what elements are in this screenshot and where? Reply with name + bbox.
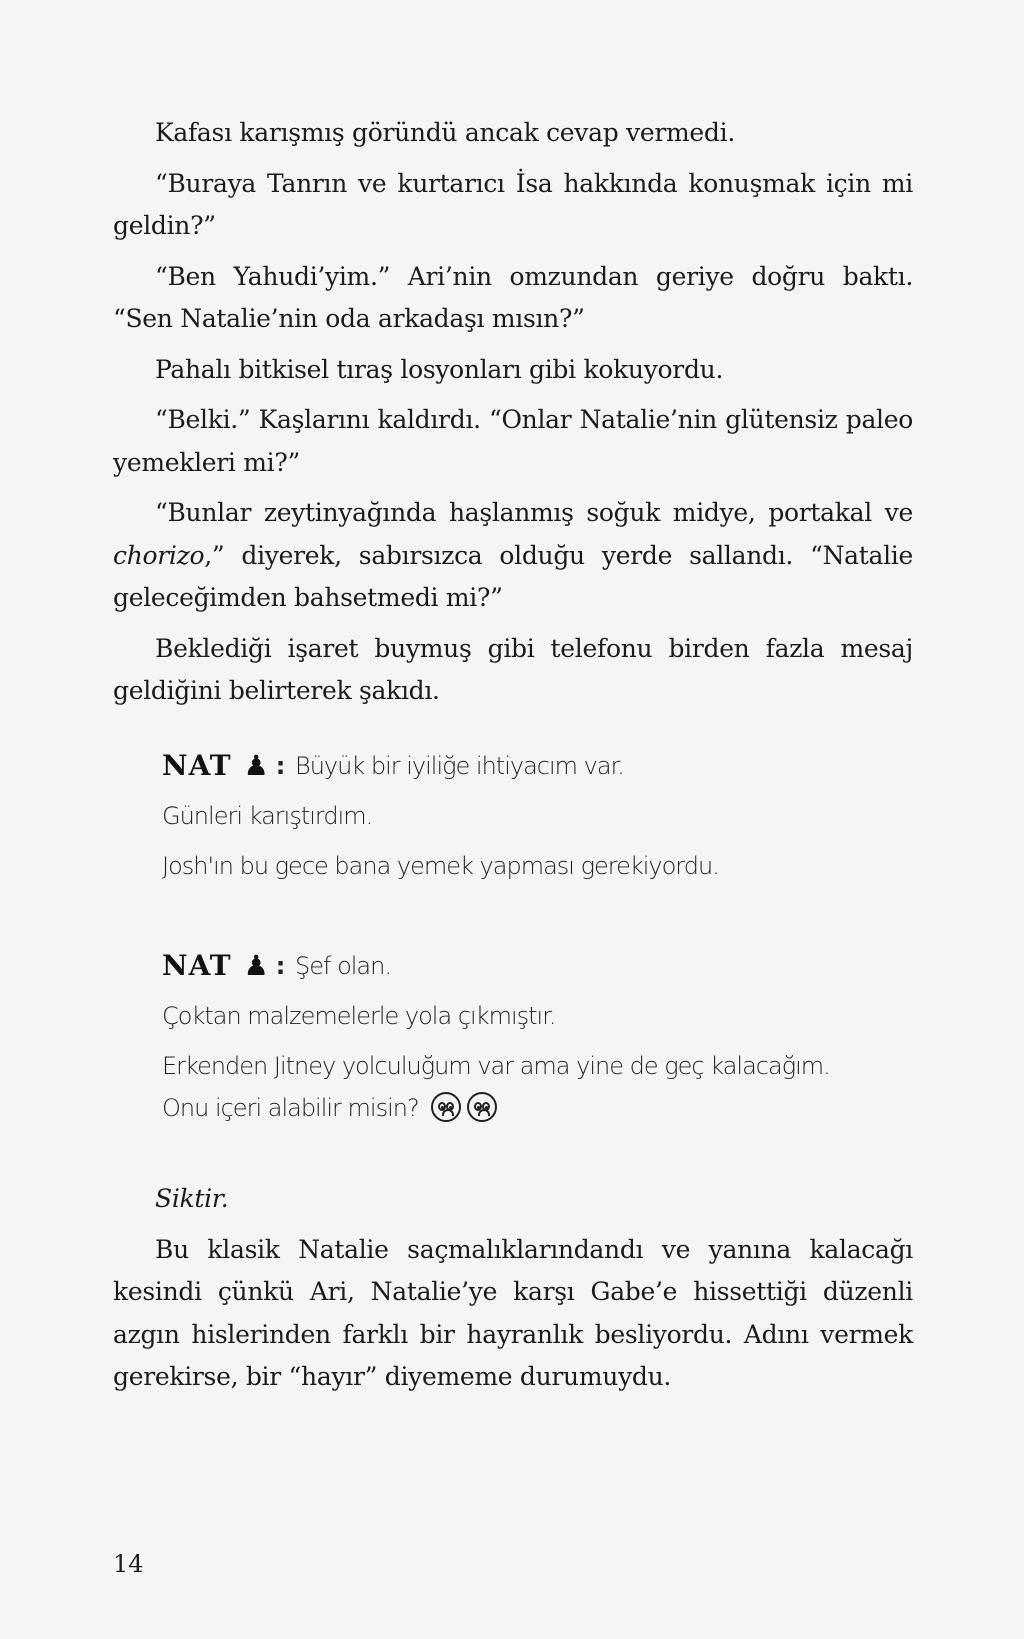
chess-pawn-icon: ♟ [243,749,268,782]
message-line: Şef olan. [294,952,391,980]
paragraph: “Ben Yahudi’yim.” Ari’nin omzundan geriye doğru baktı. “Sen Natalie’nin oda arkadaşı mısın?” [113,261,913,333]
message-line: Onu içeri alabilir misin? [162,1094,419,1122]
pleading-face-icon [467,1092,497,1122]
message-line: Çoktan malzemelerle yola çıkmıştır. [162,1002,556,1030]
message-line: Erkenden Jitney yolculuğum var ama yine de geç kalacağım. [162,1052,830,1080]
message-line-with-emojis [162,1087,922,1129]
text-message-2 [162,945,922,1137]
chess-pawn-icon: ♟ [243,949,268,982]
message-colon: : [275,952,285,980]
message-colon: : [275,752,285,780]
text-span: “Bunlar zeytinyağında haşlanmış soğuk midye, portakal ve [155,498,913,527]
message-line: Büyük bir iyiliğe ihtiyacım var. [294,752,624,780]
paragraph: “Belki.” Kaşlarını kaldırdı. “Onlar Natalie’nin glütensiz paleo yemekleri mi?” [113,405,913,477]
message-header [162,945,922,987]
paragraph: Beklediği işaret buymuş gibi telefonu birden fazla mesaj geldiğini belirterek şakıdı. [113,633,913,705]
exclamation [113,1178,913,1221]
paragraph: Pahalı bitkisel tıraş losyonları gibi kokuyordu. [155,354,724,384]
paragraph: Kafası karışmış göründü ancak cevap vermedi. [155,118,735,147]
message-sender: NAT [162,949,232,982]
italic-exclamation: Siktir. [155,1184,229,1213]
text-span: ,” diyerek, sabırsızca olduğu yerde sallandı. “Natalie geleceğimden bahsetmedi mi?” [113,540,913,612]
italic-word: chorizo [113,540,205,570]
paragraph: Bu klasik Natalie saçmalıklarındandı ve yanına kalacağı kesindi çünkü Ari, Natalie’ye karşı Gabe’e hissettiği düzenli azgın hislerinden farklı bir hayranlık besliyordu. Adını vermek gerekirse, bir “hayır” diyememe durumuydu. [113,1234,913,1391]
paragraph: “Buraya Tanrın ve kurtarıcı İsa hakkında konuşmak için mi geldin?” [113,168,913,240]
message-line: Günleri karıştırdım. [162,802,373,830]
message-header [162,745,922,787]
paragraph-chorizo [113,492,913,620]
text-block-top [113,112,913,721]
message-sender: NAT [162,749,232,782]
pleading-face-icon [431,1092,461,1122]
text-message-1 [162,745,922,895]
text-block-bottom [113,1178,913,1407]
page-number: 14 [113,1550,144,1578]
message-line: Josh'ın bu gece bana yemek yapması gerekiyordu. [162,852,719,880]
